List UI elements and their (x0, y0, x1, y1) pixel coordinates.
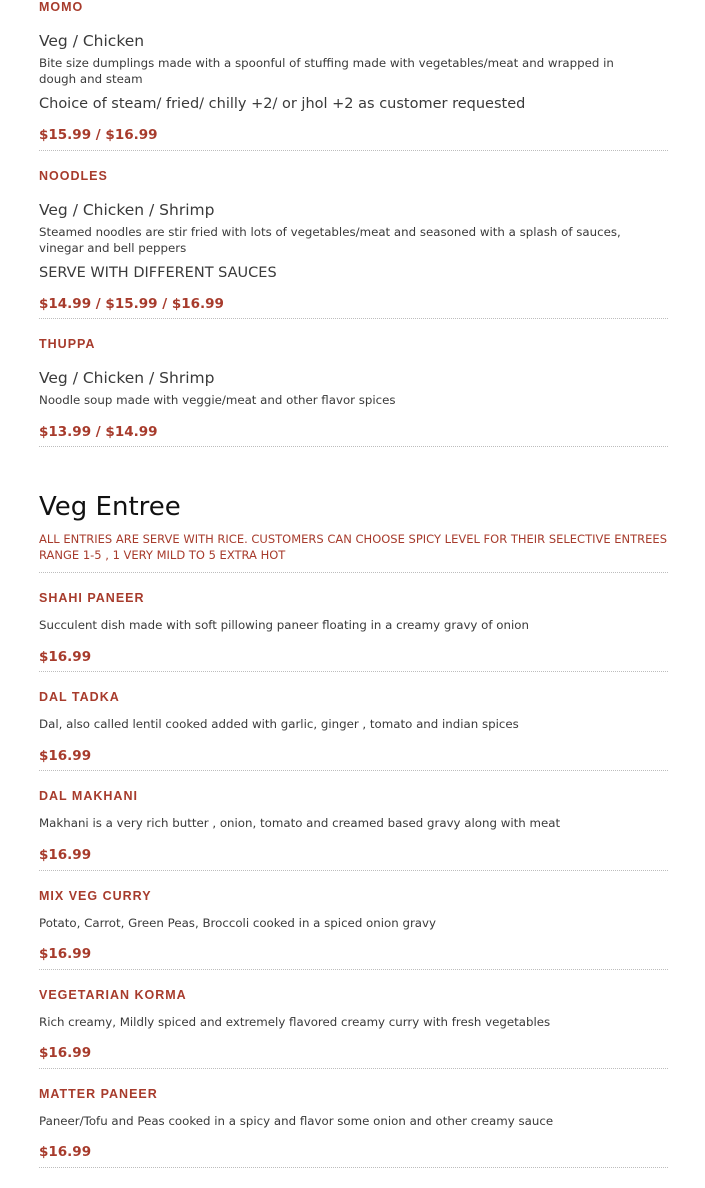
item-title: MOMO (39, 0, 84, 14)
item-title: THUPPA (39, 337, 96, 351)
item-title: NOODLES (39, 169, 108, 183)
item-description: Rich creamy, Mildly spiced and extremely flavored creamy curry with fresh vegetables (39, 1015, 551, 1029)
section-title-veg-entree: Veg Entree (39, 492, 181, 522)
item-title: MATTER PANEER (39, 1087, 158, 1101)
item-price: $15.99 / $16.99 (39, 127, 158, 143)
item-variant: Veg / Chicken / Shrimp (39, 201, 215, 219)
item-description: Makhani is a very rich butter , onion, tomato and creamed based gravy along with meat (39, 816, 561, 830)
item-description: Potato, Carrot, Green Peas, Broccoli cooked in a spiced onion gravy (39, 916, 436, 930)
item-title: MIX VEG CURRY (39, 889, 152, 903)
section-note: ALL ENTRIES ARE SERVE WITH RICE. CUSTOMERS CAN CHOOSE SPICY LEVEL FOR THEIR SELECTIVE ENTREES RANGE 1-5 , 1 VERY MILD TO 5 EXTRA HOT (39, 532, 668, 562)
divider (39, 572, 668, 573)
item-variant: Veg / Chicken / Shrimp (39, 369, 215, 387)
divider (39, 671, 668, 672)
item-price: $16.99 (39, 1045, 92, 1061)
divider (39, 770, 668, 771)
divider (39, 870, 668, 871)
item-price: $16.99 (39, 847, 92, 863)
item-description: Paneer/Tofu and Peas cooked in a spicy and flavor some onion and other creamy sauce (39, 1114, 554, 1128)
item-note: SERVE WITH DIFFERENT SAUCES (39, 265, 277, 281)
divider (39, 1068, 668, 1069)
item-title: VEGETARIAN KORMA (39, 988, 187, 1002)
item-price: $14.99 / $15.99 / $16.99 (39, 296, 224, 312)
divider (39, 150, 668, 151)
item-note: Choice of steam/ fried/ chilly +2/ or jhol +2 as customer requested (39, 96, 526, 112)
item-description: Succulent dish made with soft pillowing paneer floating in a creamy gravy of onion (39, 618, 529, 632)
item-variant: Veg / Chicken (39, 32, 145, 50)
divider (39, 969, 668, 970)
divider (39, 1167, 668, 1168)
item-title: SHAHI PANEER (39, 591, 145, 605)
item-title: DAL TADKA (39, 690, 120, 704)
divider (39, 318, 668, 319)
item-price: $16.99 (39, 946, 92, 962)
item-description: Noodle soup made with veggie/meat and other flavor spices (39, 393, 396, 407)
item-price: $16.99 (39, 748, 92, 764)
divider (39, 446, 668, 447)
item-price: $16.99 (39, 1144, 92, 1160)
item-description: Bite size dumplings made with a spoonful of stuffing made with vegetables/meat and wrapped in dough and steam (39, 56, 614, 86)
item-description: Dal, also called lentil cooked added with garlic, ginger , tomato and indian spices (39, 717, 519, 731)
item-description: Steamed noodles are stir fried with lots of vegetables/meat and seasoned with a splash of sauces, vinegar and bell peppers (39, 225, 621, 255)
item-price: $16.99 (39, 649, 92, 665)
item-price: $13.99 / $14.99 (39, 424, 158, 440)
item-title: DAL MAKHANI (39, 789, 138, 803)
